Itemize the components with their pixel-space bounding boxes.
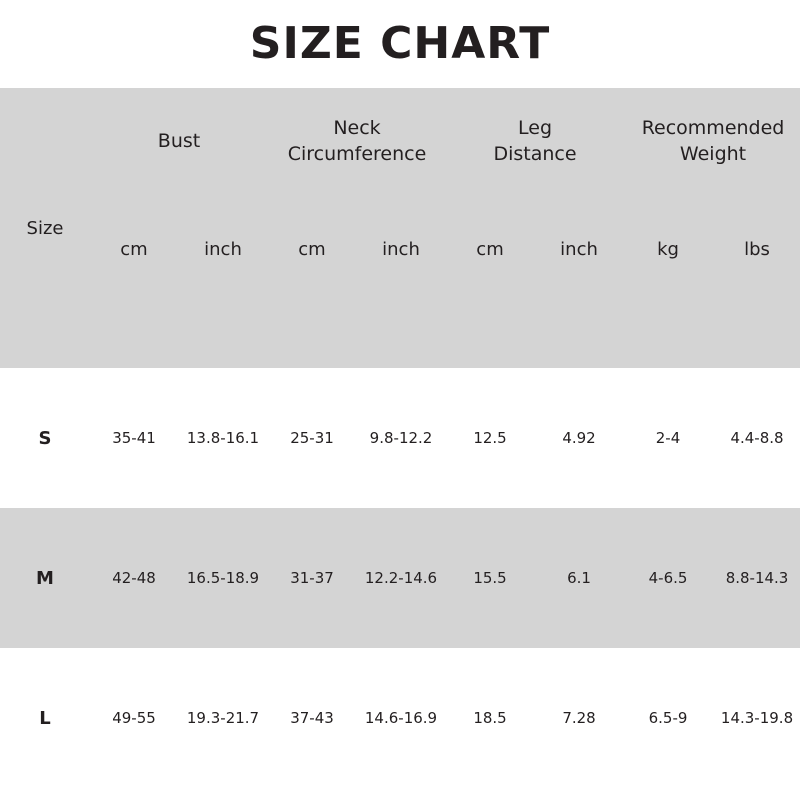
header-spacer-cell: [90, 303, 800, 368]
table-row: [0, 368, 800, 508]
cell-s-weight-lbs: 4.4-8.8: [712, 368, 800, 508]
unit-neck-inch: inch: [356, 196, 446, 304]
table-row: [0, 648, 800, 788]
header-group-recommended-weight: [624, 88, 800, 196]
cell-s-bust-cm: 35-41: [90, 368, 178, 508]
header-group-leg-line2: Distance: [493, 142, 577, 165]
header-group-weight-line1: Recommended: [641, 117, 785, 140]
cell-l-neck-cm: 37-43: [268, 648, 356, 788]
cell-s-weight-kg: 2-4: [624, 368, 712, 508]
cell-l-weight-lbs: 14.3-19.8: [712, 648, 800, 788]
row-size-m: M: [0, 508, 90, 648]
cell-m-leg-cm: 15.5: [446, 508, 534, 648]
header-group-leg-line1: Leg: [518, 117, 553, 140]
header-group-neck-line2: Circumference: [287, 142, 427, 165]
unit-neck-cm: cm: [268, 196, 356, 304]
header-group-row: [0, 88, 800, 196]
header-spacer-row: [0, 303, 800, 368]
cell-m-weight-lbs: 8.8-14.3: [712, 508, 800, 648]
unit-leg-cm: cm: [446, 196, 534, 304]
cell-l-leg-inch: 7.28: [534, 648, 624, 788]
cell-s-leg-inch: 4.92: [534, 368, 624, 508]
cell-l-bust-inch: 19.3-21.7: [178, 648, 268, 788]
cell-m-neck-inch: 12.2-14.6: [356, 508, 446, 648]
header-unit-row: [0, 196, 800, 304]
header-group-neck-circumference: [268, 88, 446, 196]
cell-m-weight-kg: 4-6.5: [624, 508, 712, 648]
unit-weight-lbs: lbs: [712, 196, 800, 304]
cell-s-neck-cm: 25-31: [268, 368, 356, 508]
unit-leg-inch: inch: [534, 196, 624, 304]
cell-l-weight-kg: 6.5-9: [624, 648, 712, 788]
cell-m-leg-inch: 6.1: [534, 508, 624, 648]
cell-s-leg-cm: 12.5: [446, 368, 534, 508]
cell-s-neck-inch: 9.8-12.2: [356, 368, 446, 508]
cell-l-neck-inch: 14.6-16.9: [356, 648, 446, 788]
row-size-s: S: [0, 368, 90, 508]
header-group-bust: Bust: [90, 88, 268, 196]
cell-l-leg-cm: 18.5: [446, 648, 534, 788]
cell-m-neck-cm: 31-37: [268, 508, 356, 648]
unit-bust-cm: cm: [90, 196, 178, 304]
page-title: SIZE CHART: [249, 18, 551, 69]
row-size-l: L: [0, 648, 90, 788]
cell-m-bust-cm: 42-48: [90, 508, 178, 648]
table-row: [0, 508, 800, 648]
cell-m-bust-inch: 16.5-18.9: [178, 508, 268, 648]
header-group-leg-distance: [446, 88, 624, 196]
cell-l-bust-cm: 49-55: [90, 648, 178, 788]
unit-bust-inch: inch: [178, 196, 268, 304]
unit-weight-kg: kg: [624, 196, 712, 304]
header-group-weight-line2: Weight: [679, 142, 747, 165]
cell-s-bust-inch: 13.8-16.1: [178, 368, 268, 508]
size-chart-table: [0, 88, 800, 788]
header-group-neck-line1: Neck: [333, 117, 381, 140]
header-size-label: Size: [0, 88, 90, 368]
